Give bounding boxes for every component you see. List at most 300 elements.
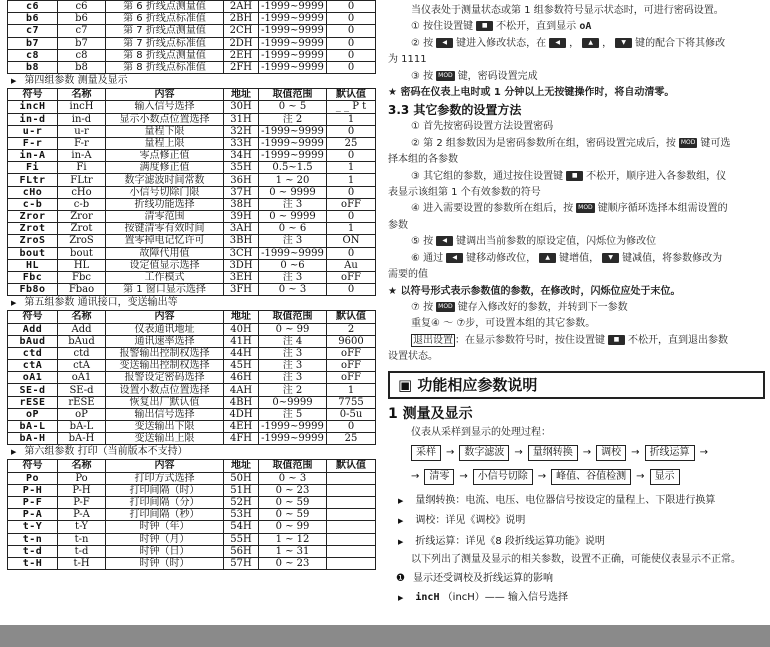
name-cell: b7 — [58, 37, 106, 49]
range-cell: 注 5 — [259, 408, 327, 420]
content-cell: 置零掉电记忆许可 — [106, 235, 224, 247]
content-cell: 数字滤波时间常数 — [106, 174, 224, 186]
set-key-icon: ■ — [608, 335, 625, 345]
address-cell: 3EH — [224, 271, 259, 283]
address-cell: 2DH — [224, 37, 259, 49]
content-cell: 输出信号选择 — [106, 408, 224, 420]
symbol-cell: P-A — [8, 509, 58, 521]
note-symbol-params: ★ 以符号形式表示参数值的参数，在修改时，闪烁位应处于末位。 — [388, 285, 681, 297]
default-cell: oFF — [327, 198, 376, 210]
process-flow-row1: 采样 → 数字滤波 → 量纲转换 → 调校 → 折线运算 → — [388, 443, 765, 463]
symbol-cell: in-d — [8, 113, 58, 125]
table-row — [8, 521, 376, 533]
range-cell: 注 4 — [259, 335, 327, 347]
table-row — [8, 13, 376, 25]
default-cell: _ _ P t — [327, 101, 376, 113]
table-header-row — [8, 311, 376, 323]
symbol-cell: c8 — [8, 49, 58, 61]
column-header: 名称 — [58, 311, 106, 323]
name-cell: t-Y — [58, 521, 106, 533]
address-cell: 40H — [224, 323, 259, 335]
page-footer-bar — [0, 625, 770, 647]
content-cell: 第 1 窗口显示选择 — [106, 284, 224, 296]
address-cell: 34H — [224, 150, 259, 162]
symbol-cell: t-H — [8, 557, 58, 569]
name-cell: Zror — [58, 211, 106, 223]
para-step3: ③ 按 MOD 键，密码设置完成 — [411, 70, 538, 82]
table-row — [8, 408, 376, 420]
table-group3-tail — [7, 0, 376, 74]
group6-title: ▶ 第六组参数 打印（当前版本不支持） — [11, 446, 188, 458]
symbol-cell: t-d — [8, 545, 58, 557]
name-cell: bA-H — [58, 433, 106, 445]
symbol-cell: cHo — [8, 186, 58, 198]
para-password-intro: 当仪表处于测量状态或第 1 组参数符号显示状态时，可进行密码设置。 — [411, 5, 724, 16]
range-cell: -1999~9999 — [259, 25, 327, 37]
para-other-4: ④ 进入需要设置的参数所在组后，按 MOD 键顺序循环选择本组需设置的 — [411, 203, 728, 215]
name-cell: c7 — [58, 25, 106, 37]
table-row — [8, 1, 376, 13]
default-cell — [327, 521, 376, 533]
address-cell: 2AH — [224, 1, 259, 13]
table-group4 — [7, 88, 376, 296]
content-cell: 满度修正值 — [106, 162, 224, 174]
symbol-cell: c6 — [8, 1, 58, 13]
column-header: 默认值 — [327, 460, 376, 472]
table-group5 — [7, 310, 376, 445]
address-cell: 51H — [224, 484, 259, 496]
default-cell: Au — [327, 259, 376, 271]
content-cell: 输入信号选择 — [106, 101, 224, 113]
column-header: 地址 — [224, 460, 259, 472]
name-cell: Fi — [58, 162, 106, 174]
table-row — [8, 271, 376, 283]
name-cell: bA-L — [58, 421, 106, 433]
para-other-4-cont: 参数 — [388, 219, 408, 231]
address-cell: 2FH — [224, 61, 259, 73]
address-cell: 55H — [224, 533, 259, 545]
name-cell: rESE — [58, 396, 106, 408]
parameter-tables — [7, 0, 375, 570]
default-cell — [327, 472, 376, 484]
table-row — [8, 223, 376, 235]
table-row — [8, 174, 376, 186]
table-row — [8, 49, 376, 61]
para-step2: ② 按 ◀ 键进入修改状态，在 ◀ ， ▲ ， ▼ 键的配合下将其修改 — [411, 37, 726, 49]
heading-measure-display: 1 测量及显示 — [388, 405, 473, 422]
address-cell: 4BH — [224, 396, 259, 408]
down-key-icon: ▼ — [602, 253, 619, 263]
range-cell: 0~9999 — [259, 396, 327, 408]
default-cell: ON — [327, 235, 376, 247]
range-cell: -1999~9999 — [259, 150, 327, 162]
default-cell: 0 — [327, 37, 376, 49]
content-cell: 按键清零有效时间 — [106, 223, 224, 235]
content-cell: 设定值显示选择 — [106, 259, 224, 271]
content-cell: 第 7 折线点标准值 — [106, 37, 224, 49]
up-key-icon: ▲ — [582, 38, 599, 48]
default-cell: 1 — [327, 174, 376, 186]
table-row — [8, 347, 376, 359]
symbol-cell: Po — [8, 472, 58, 484]
content-cell: 工作模式 — [106, 271, 224, 283]
set-key-icon: ■ — [566, 171, 583, 181]
content-cell: 第 8 折线点测量值 — [106, 49, 224, 61]
symbol-cell: HL — [8, 259, 58, 271]
column-header: 取值范围 — [259, 89, 327, 101]
range-cell: 0 ~ 23 — [259, 557, 327, 569]
content-cell: 第 8 折线点标准值 — [106, 61, 224, 73]
name-cell: Fbao — [58, 284, 106, 296]
range-cell: 1 ~ 12 — [259, 533, 327, 545]
column-header: 默认值 — [327, 311, 376, 323]
table-row — [8, 335, 376, 347]
range-cell: 0 ~ 59 — [259, 496, 327, 508]
address-cell: 4DH — [224, 408, 259, 420]
default-cell: 2 — [327, 323, 376, 335]
para-other-7: ⑦ 按 MOD 键存入修改好的参数，并转到下一参数 — [411, 301, 628, 313]
name-cell: Po — [58, 472, 106, 484]
content-cell: 打印间隔（时） — [106, 484, 224, 496]
table-row — [8, 259, 376, 271]
table-row — [8, 323, 376, 335]
para-other-5: ⑤ 按 ◀ 键调出当前参数的原设定值，闪烁位为修改位 — [411, 236, 657, 248]
symbol-cell: incH — [8, 101, 58, 113]
column-header: 默认值 — [327, 89, 376, 101]
symbol-cell: rESE — [8, 396, 58, 408]
symbol-cell: ctA — [8, 360, 58, 372]
range-cell: 注 3 — [259, 360, 327, 372]
content-cell: 时钟（时） — [106, 557, 224, 569]
name-cell: HL — [58, 259, 106, 271]
table-row — [8, 198, 376, 210]
symbol-cell: P-H — [8, 484, 58, 496]
note-display-influence: ❶ 显示还受调校及折线运算的影响 — [396, 572, 553, 584]
table-row — [8, 186, 376, 198]
range-cell: -1999~9999 — [259, 421, 327, 433]
address-cell: 3DH — [224, 259, 259, 271]
symbol-cell: Add — [8, 323, 58, 335]
content-cell: 报警设定密码选择 — [106, 372, 224, 384]
default-cell: 0 — [327, 1, 376, 13]
name-cell: t-H — [58, 557, 106, 569]
range-cell: 注 2 — [259, 113, 327, 125]
default-cell: 0 — [327, 186, 376, 198]
default-cell — [327, 484, 376, 496]
column-header: 取值范围 — [259, 311, 327, 323]
address-cell: 39H — [224, 211, 259, 223]
bullet-input-select: ▶ incH （incH）—— 输入信号选择 — [398, 592, 568, 604]
default-cell: 0 — [327, 61, 376, 73]
default-cell — [327, 545, 376, 557]
symbol-cell: c-b — [8, 198, 58, 210]
up-key-icon: ▲ — [539, 253, 556, 263]
para-other-1: ① 首先按密码设置方法设置密码 — [411, 121, 554, 133]
address-cell: 32H — [224, 125, 259, 137]
table-row — [8, 150, 376, 162]
address-cell: 36H — [224, 174, 259, 186]
symbol-cell: SE-d — [8, 384, 58, 396]
table-row — [8, 472, 376, 484]
name-cell: t-d — [58, 545, 106, 557]
symbol-cell: Zrot — [8, 223, 58, 235]
name-cell: incH — [58, 101, 106, 113]
address-cell: 54H — [224, 521, 259, 533]
table-row — [8, 545, 376, 557]
name-cell: P-H — [58, 484, 106, 496]
default-cell: 1 — [327, 384, 376, 396]
column-header: 地址 — [224, 89, 259, 101]
column-header: 名称 — [58, 89, 106, 101]
content-cell: 清零范围 — [106, 211, 224, 223]
address-cell: 2EH — [224, 49, 259, 61]
range-cell: -1999~9999 — [259, 1, 327, 13]
name-cell: b8 — [58, 61, 106, 73]
range-cell: 1 ~ 20 — [259, 174, 327, 186]
content-cell: 时钟（月） — [106, 533, 224, 545]
table-row — [8, 61, 376, 73]
range-cell: 0 ~ 6 — [259, 223, 327, 235]
left-key-icon: ◀ — [436, 236, 453, 246]
mod-key-icon: MOD — [578, 204, 593, 212]
table-row — [8, 433, 376, 445]
symbol-cell: bout — [8, 247, 58, 259]
left-key-icon: ◀ — [436, 38, 453, 48]
table-row — [8, 125, 376, 137]
content-cell: 时钟（年） — [106, 521, 224, 533]
default-cell: 1 — [327, 162, 376, 174]
column-header: 符号 — [8, 89, 58, 101]
default-cell: 0 — [327, 49, 376, 61]
table-header-row — [8, 89, 376, 101]
mod-key-icon: MOD — [438, 71, 453, 79]
range-cell: -1999~9999 — [259, 247, 327, 259]
mod-key-icon: MOD — [438, 302, 453, 310]
range-cell: 注 2 — [259, 384, 327, 396]
instructions-column — [388, 0, 765, 609]
column-header: 地址 — [224, 311, 259, 323]
symbol-cell: t-n — [8, 533, 58, 545]
down-key-icon: ▼ — [615, 38, 632, 48]
content-cell: 小信号切除门限 — [106, 186, 224, 198]
address-cell: 45H — [224, 360, 259, 372]
para-other-3: ③ 其它组的参数，通过按住设置键 ■ 不松开，顺序进入各参数组，仪 — [411, 170, 727, 182]
symbol-cell: b7 — [8, 37, 58, 49]
range-cell: -1999~9999 — [259, 13, 327, 25]
content-cell: 变送输出控制权选择 — [106, 360, 224, 372]
name-cell: u-r — [58, 125, 106, 137]
name-cell: P-F — [58, 496, 106, 508]
process-flow-row2: → 清零 → 小信号切除 → 峰值、谷值检测 → 显示 — [388, 467, 765, 487]
content-cell: 打印方式选择 — [106, 472, 224, 484]
name-cell: P-A — [58, 509, 106, 521]
table-row — [8, 396, 376, 408]
para-step2-cont: 为 1111 — [388, 54, 427, 66]
default-cell: 0 — [327, 421, 376, 433]
range-cell: -1999~9999 — [259, 37, 327, 49]
para-other-6-cont: 需要的值 — [388, 269, 428, 281]
address-cell: 35H — [224, 162, 259, 174]
table-row — [8, 496, 376, 508]
left-key-icon: ◀ — [446, 253, 463, 263]
range-cell: 0 ~ 99 — [259, 323, 327, 335]
range-cell: 0.5~1.5 — [259, 162, 327, 174]
bullet-conversion: ▶ 量纲转换：电流、电压、电位器信号按设定的量程上、下限进行换算 — [398, 494, 716, 506]
table-row — [8, 247, 376, 259]
name-cell: in-A — [58, 150, 106, 162]
default-cell — [327, 557, 376, 569]
range-cell: 注 3 — [259, 271, 327, 283]
table-row — [8, 360, 376, 372]
default-cell: 25 — [327, 137, 376, 149]
symbol-cell: t-Y — [8, 521, 58, 533]
name-cell: c-b — [58, 198, 106, 210]
column-header: 取值范围 — [259, 460, 327, 472]
symbol-cell: in-A — [8, 150, 58, 162]
address-cell: 2BH — [224, 13, 259, 25]
address-cell: 52H — [224, 496, 259, 508]
section-3-3-title: 3.3 其它参数的设置方法 — [388, 103, 522, 118]
default-cell: 7755 — [327, 396, 376, 408]
group4-title: ▶ 第四组参数 测量及显示 — [11, 75, 128, 87]
name-cell: bAud — [58, 335, 106, 347]
content-cell: 量程下限 — [106, 125, 224, 137]
name-cell: Add — [58, 323, 106, 335]
column-header: 内容 — [106, 311, 224, 323]
address-cell: 31H — [224, 113, 259, 125]
symbol-cell: b8 — [8, 61, 58, 73]
range-cell: 1 ~ 31 — [259, 545, 327, 557]
content-cell: 第 6 折线点标准值 — [106, 13, 224, 25]
address-cell: 30H — [224, 101, 259, 113]
content-cell: 第 7 折线点测量值 — [106, 25, 224, 37]
table-row — [8, 211, 376, 223]
range-cell: 0 ~6 — [259, 259, 327, 271]
symbol-cell: ZroS — [8, 235, 58, 247]
address-cell: 56H — [224, 545, 259, 557]
default-cell: 0 — [327, 211, 376, 223]
warning-icon: ❶ — [396, 572, 405, 584]
range-cell: 0 ~ 5 — [259, 101, 327, 113]
default-cell — [327, 533, 376, 545]
column-header: 名称 — [58, 460, 106, 472]
address-cell: 37H — [224, 186, 259, 198]
table-row — [8, 484, 376, 496]
table-row — [8, 235, 376, 247]
default-cell: 0 — [327, 13, 376, 25]
table-row — [8, 509, 376, 521]
symbol-cell: Zror — [8, 211, 58, 223]
range-cell: 0 ~ 99 — [259, 521, 327, 533]
symbol-cell: Fi — [8, 162, 58, 174]
group5-title: ▶ 第五组参数 通讯接口，变送输出等 — [11, 297, 178, 309]
content-cell: 通讯速率选择 — [106, 335, 224, 347]
table-row — [8, 284, 376, 296]
column-header: 内容 — [106, 460, 224, 472]
name-cell: ZroS — [58, 235, 106, 247]
address-cell: 3FH — [224, 284, 259, 296]
para-related-params: 以下列出了测量及显示的相关参数，设置不正确，可能使仪表显示不正常。 — [411, 554, 741, 566]
name-cell: cHo — [58, 186, 106, 198]
left-key-icon: ◀ — [549, 38, 566, 48]
symbol-cell: u-r — [8, 125, 58, 137]
name-cell: in-d — [58, 113, 106, 125]
default-cell: 0 — [327, 284, 376, 296]
default-cell: oFF — [327, 347, 376, 359]
range-cell: 注 3 — [259, 372, 327, 384]
default-cell: oFF — [327, 360, 376, 372]
name-cell: bout — [58, 247, 106, 259]
table-row — [8, 137, 376, 149]
symbol-cell: b6 — [8, 13, 58, 25]
symbol-cell: Fb8o — [8, 284, 58, 296]
symbol-cell: P-F — [8, 496, 58, 508]
address-cell: 2CH — [224, 25, 259, 37]
range-cell: 0 ~ 59 — [259, 509, 327, 521]
default-cell: 9600 — [327, 335, 376, 347]
name-cell: SE-d — [58, 384, 106, 396]
address-cell: 33H — [224, 137, 259, 149]
range-cell: -1999~9999 — [259, 49, 327, 61]
table-group6 — [7, 459, 376, 570]
table-row — [8, 533, 376, 545]
name-cell: Fbc — [58, 271, 106, 283]
range-cell: 0 ~ 9999 — [259, 186, 327, 198]
address-cell: 3CH — [224, 247, 259, 259]
symbol-cell: ctd — [8, 347, 58, 359]
symbol-cell: FLtr — [8, 174, 58, 186]
address-cell: 4FH — [224, 433, 259, 445]
default-cell: 1 — [327, 223, 376, 235]
symbol-cell: oP — [8, 408, 58, 420]
para-other-3-cont: 表显示该组第 1 个有效参数的符号 — [388, 187, 541, 199]
address-cell: 41H — [224, 335, 259, 347]
set-key-icon: ■ — [476, 21, 493, 31]
default-cell: 0 — [327, 150, 376, 162]
table-row — [8, 421, 376, 433]
name-cell: b6 — [58, 13, 106, 25]
address-cell: 57H — [224, 557, 259, 569]
table-row — [8, 25, 376, 37]
content-cell: 恢复出厂默认值 — [106, 396, 224, 408]
column-header: 符号 — [8, 460, 58, 472]
range-cell: 0 ~ 23 — [259, 484, 327, 496]
name-cell: Zrot — [58, 223, 106, 235]
name-cell: c8 — [58, 49, 106, 61]
mod-key-icon: MOD — [680, 138, 696, 146]
para-other-2: ② 第 2 组参数因为是密码参数所在组，密码设置完成后，按 MOD 键可选 — [411, 137, 731, 149]
para-step1: ① 按住设置键 ■ 不松开，直到显示 oA — [411, 21, 592, 33]
note-password-clear: ★ 密码在仪表上电时或 1 分钟以上无按键操作时，将自动清零。 — [388, 87, 675, 99]
address-cell: 3BH — [224, 235, 259, 247]
default-cell: 0-5u — [327, 408, 376, 420]
content-cell: 量程上限 — [106, 137, 224, 149]
bullet-polyline: ▶ 折线运算：详见《8 段折线运算功能》说明 — [398, 535, 605, 547]
para-exit-cont: 设置状态。 — [388, 351, 438, 363]
symbol-cell: bA-L — [8, 421, 58, 433]
name-cell: F-r — [58, 137, 106, 149]
symbol-cell: bA-H — [8, 433, 58, 445]
address-cell: 3AH — [224, 223, 259, 235]
name-cell: c6 — [58, 1, 106, 13]
address-cell: 53H — [224, 509, 259, 521]
table-row — [8, 162, 376, 174]
table-header-row — [8, 460, 376, 472]
range-cell: -1999~9999 — [259, 125, 327, 137]
table-row — [8, 113, 376, 125]
content-cell: 变送输出下限 — [106, 421, 224, 433]
content-cell: 折线功能选择 — [106, 198, 224, 210]
